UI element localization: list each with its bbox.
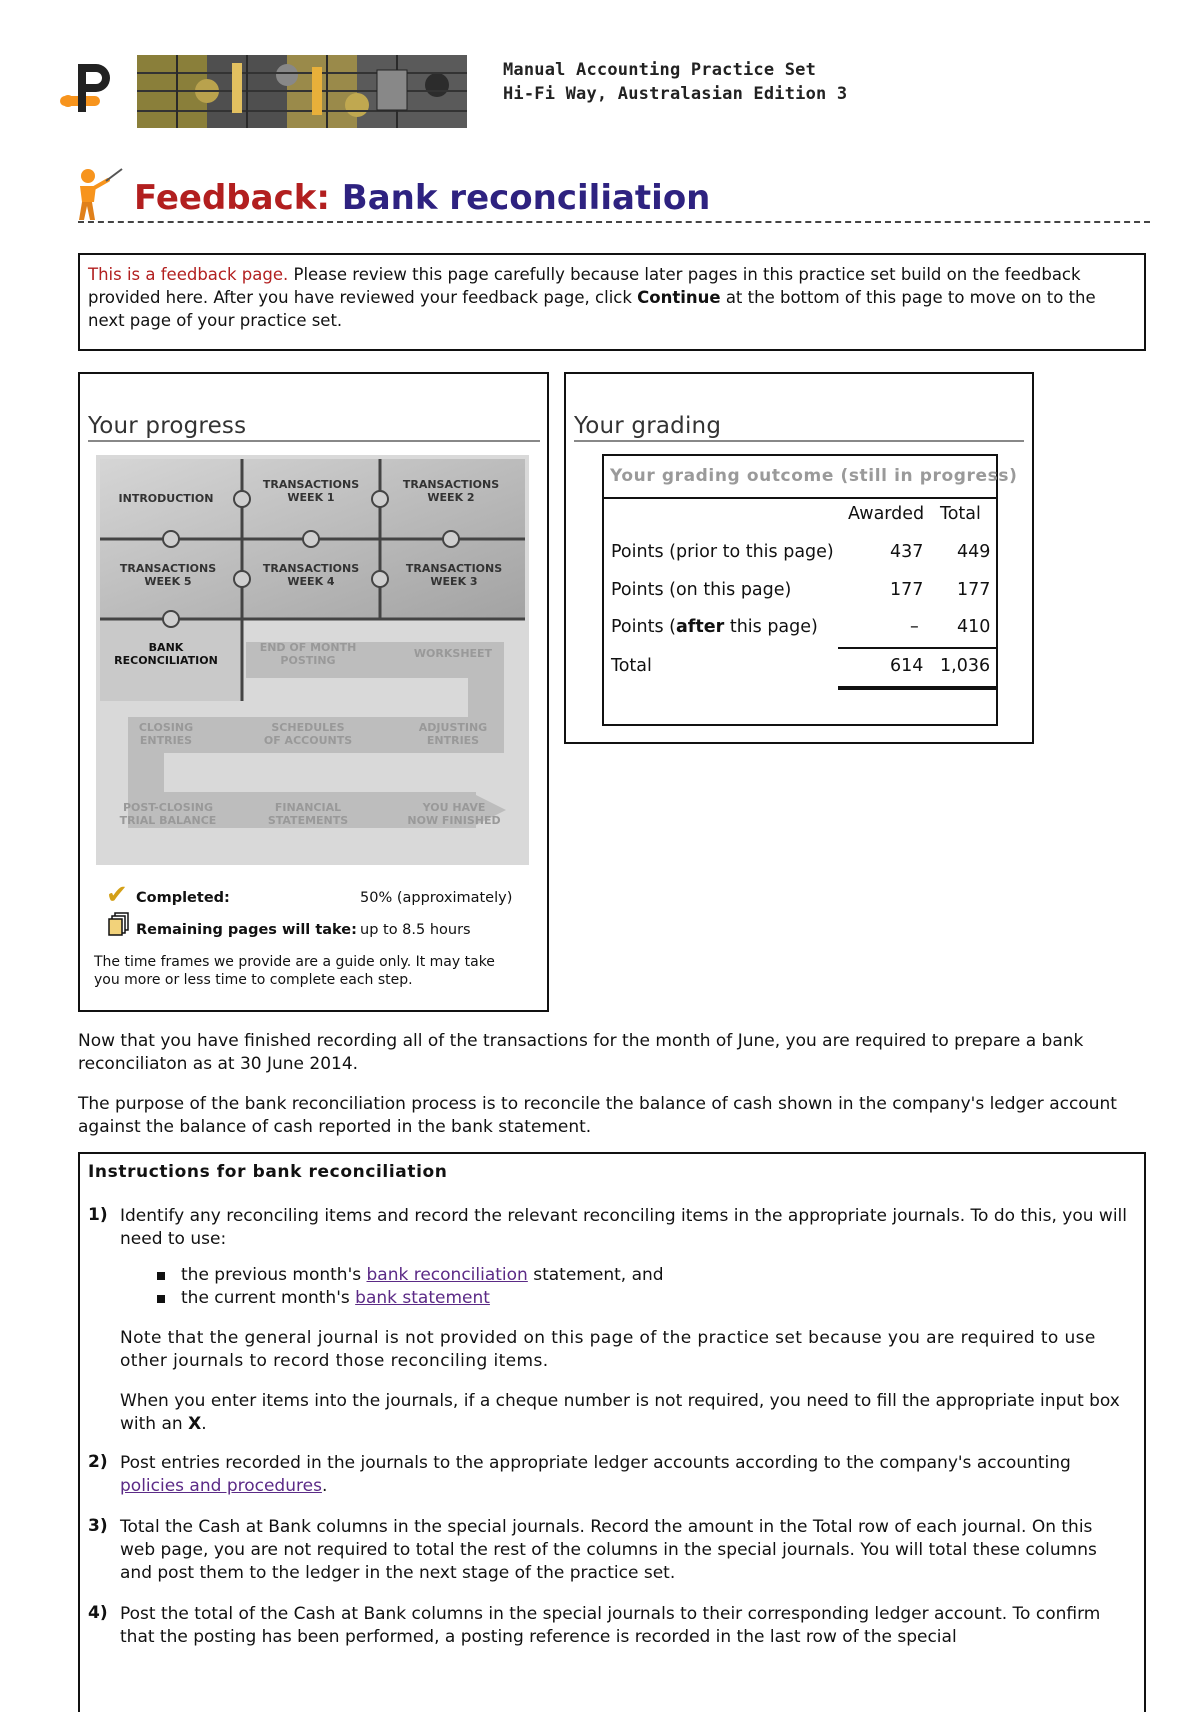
header-line2: Hi-Fi Way, Australasian Edition 3 [503,84,848,104]
puzzle-banner-icon [137,55,467,128]
piece-schedules: SCHEDULES [271,721,345,734]
completed-label: Completed: [136,890,230,906]
piece-schedules-b: OF ACCOUNTS [263,734,353,747]
intro-paragraph-1: Now that you have finished recording all of the transactions for the month of June, you are required to prepare a bank reconciliaton as at 30 June 2014. [78,1031,1084,1074]
piece-postclosing-b: TRIAL BALANCE [119,814,217,827]
row-after-total: 410 [957,617,991,637]
total-total: 1,036 [940,656,991,676]
check-icon: ✔ [106,880,128,910]
row-after-label-b: after [675,617,725,637]
piece-week1-b: WEEK 1 [287,491,335,504]
instr-note-2-bold: X [188,1414,202,1434]
piece-week2-b: WEEK 2 [427,491,475,504]
instr-3-text: Total the Cash at Bank columns in the special journals. Record the amount in the Total row of each journal. On this web page, you are not required to total the rest of the columns in the special journals. You will total these columns and post them to the ledger in the next stage of the practice set. [120,1517,1097,1583]
instr-note-2 [120,1390,1130,1436]
instr-note-1: Note that the general journal is not provided on this page of the practice set because you are required to use other journals to record those reconciling items. [120,1328,1096,1371]
row-this-label: Points (on this page) [611,580,792,600]
piece-finished-b: NOW FINISHED [407,814,501,827]
bullet-1-post: statement, and [527,1265,664,1285]
notice-red-text: This is a feedback page. [88,265,289,284]
header-line1: Manual Accounting Practice Set [503,60,817,80]
notice-continue: Continue [637,288,721,307]
piece-eom-b: POSTING [280,654,336,667]
instr-2-pre: Post entries recorded in the journals to the appropriate ledger accounts according to the company's accounting [120,1453,1071,1473]
piece-bank-b: RECONCILIATION [114,654,218,667]
row-prior-label: Points (prior to this page) [611,542,834,562]
piece-bank: BANK [148,641,184,654]
page-title [134,178,710,218]
remaining-value: up to 8.5 hours [360,922,471,938]
notice-text2: at the bottom of this page to move on to the next page of your practice set. [88,288,1096,330]
bank-statement-link[interactable]: bank statement [355,1288,490,1308]
piece-postclosing: POST-CLOSING [122,801,214,814]
piece-worksheet: WORKSHEET [413,647,493,660]
piece-week5-b: WEEK 5 [144,575,192,588]
piece-week1: TRANSACTIONS [262,478,360,491]
instructions-title: Instructions for bank reconciliation [88,1162,448,1182]
piece-week5: TRANSACTIONS [119,562,217,575]
progress-heading-rule [88,440,540,442]
piece-week2: TRANSACTIONS [402,478,500,491]
piece-finished: YOU HAVE [422,801,486,814]
total-rule-bottom [838,686,996,690]
bullet-1-text [181,1264,664,1287]
instr-4-number: 4) [88,1603,108,1623]
total-awarded: 614 [890,656,924,676]
row-prior-awarded: 437 [890,542,924,562]
page-title-rest: Bank reconciliation [341,178,711,218]
grading-table-title: Your grading outcome (still in progress) [610,466,1018,486]
piece-adjusting-b: ENTRIES [426,734,480,747]
piece-eom: END OF MONTH [259,641,357,654]
piece-week3-b: WEEK 3 [430,575,478,588]
intro-paragraph-2: The purpose of the bank reconciliation process is to reconcile the balance of cash shown in the company's ledger account against the balance of cash reported in the bank statement. [78,1094,1117,1137]
col-total: Total [940,504,981,524]
progress-heading: Your progress [88,413,247,439]
total-rule-top [838,647,996,649]
title-divider [78,221,1150,223]
time-note: The time frames we provide are a guide only. It may take you more or less time to complete each step. [94,954,495,988]
bank-reconciliation-link[interactable]: bank reconciliation [366,1265,528,1285]
row-this-total: 177 [957,580,991,600]
piece-adjusting: ADJUSTING [418,721,488,734]
bullet-2 [157,1295,165,1303]
bullet-1-pre: the previous month's [181,1265,367,1285]
grading-heading-rule [574,440,1024,442]
total-label: Total [611,656,652,676]
piece-financial-b: STATEMENTS [267,814,349,827]
row-after-label-c: this page) [724,617,818,637]
instr-note-2-pre: When you enter items into the journals, if a cheque number is not required, you need to fill the appropriate input box with an [120,1391,1120,1434]
bullet-2-text [181,1287,490,1310]
piece-closing-b: ENTRIES [139,734,193,747]
instr-2-text [120,1452,1130,1498]
instr-4-text: Post the total of the Cash at Bank columns in the special journals to their corresponding ledger account. To confirm that the posting has been performed, a posting reference is recorded in the last row of the special [120,1604,1101,1647]
pages-icon [108,912,130,936]
instr-2-number: 2) [88,1452,108,1472]
row-this-awarded: 177 [890,580,924,600]
instr-2-post: . [321,1476,328,1496]
piece-introduction: INTRODUCTION [118,492,214,505]
p-logo-icon [60,56,124,120]
col-awarded: Awarded [848,504,925,524]
grading-table-title-rule [604,497,996,499]
instr-1-text: Identify any reconciling items and record the relevant reconciling items in the appropriate journals. To do this, you will need to use: [120,1206,1127,1249]
row-after-label [611,617,818,637]
instr-3-number: 3) [88,1516,108,1536]
instr-note-2-post: . [201,1414,207,1434]
policies-procedures-link[interactable]: policies and procedures [120,1476,322,1496]
piece-financial: FINANCIAL [274,801,342,814]
feedback-notice [78,253,1146,351]
notice-text1: Please review this page carefully because later pages in this practice set build on the feedback provided here. After you have reviewed your feedback page, click [88,265,1081,307]
page-title-lead: Feedback: [134,178,330,218]
completed-value: 50% (approximately) [360,890,513,906]
progress-puzzle-map [96,455,529,865]
header-title [503,58,847,106]
piece-week4-b: WEEK 4 [287,575,335,588]
piece-week4: TRANSACTIONS [262,562,360,575]
grading-heading: Your grading [574,413,722,439]
teacher-pointer-icon [70,166,126,222]
piece-closing: CLOSING [138,721,194,734]
row-after-awarded: – [910,617,919,637]
row-prior-total: 449 [957,542,991,562]
instr-1-number: 1) [88,1205,108,1225]
bullet-2-pre: the current month's [181,1288,356,1308]
piece-week3: TRANSACTIONS [405,562,503,575]
bullet-1 [157,1272,165,1280]
row-after-label-a: Points ( [611,617,676,637]
remaining-label: Remaining pages will take: [136,922,357,938]
